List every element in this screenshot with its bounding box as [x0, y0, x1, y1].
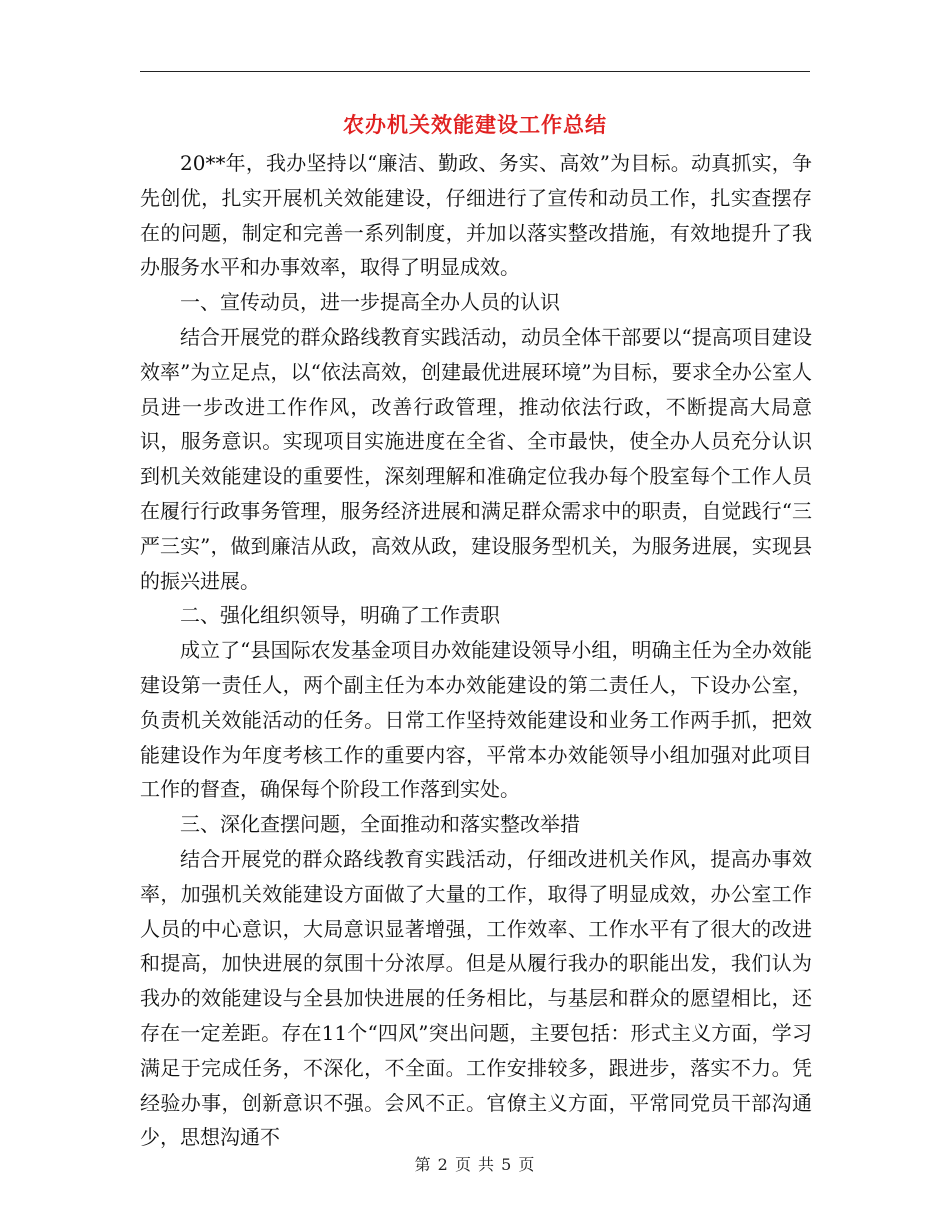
paragraph-intro: 20**年，我办坚持以“廉洁、勤政、务实、高效”为目标。动真抓实，争先创优，扎实开展机关效能建设，仔细进行了宣传和动员工作，扎实查摆存在的问题，制定和完善一系列制度，并加以落实整改措施，有效地提升了我办服务水平和办事效率，取得了明显成效。 — [140, 151, 812, 280]
section-heading-2: 二、强化组织领导，明确了工作责职 — [180, 603, 500, 628]
page-number-footer: 第 2 页 共 5 页 — [414, 1155, 536, 1174]
section-heading-1: 一、宣传动员，进一步提高全办人员的认识 — [180, 290, 560, 315]
paragraph-section-1: 结合开展党的群众路线教育实践活动，动员全体干部要以“提高项目建设效率”为立足点，以“依法高效，创建最优进展环境”为目标，要求全办公室人员进一步改进工作作风，改善行政管理，推动依法行政，不断提高大局意识，服务意识。实现项目实施进度在全省、全市最快，使全办人员充分认识到机关效能建设的重要性，深刻理解和准确定位我办每个股室每个工作人员在履行行政事务管理，服务经济进展和满足群众需求中的职责，自觉践行“三严三实”，做到廉洁从政，高效从政，建设服务型机关，为服务进展，实现县的振兴进展。 — [140, 324, 812, 593]
section-heading-3: 三、深化查摆问题，全面推动和落实整改举措 — [180, 812, 580, 837]
header-rule — [140, 71, 810, 72]
paragraph-section-2: 成立了“县国际农发基金项目办效能建设领导小组，明确主任为全办效能建设第一责任人，两个副主任为本办效能建设的第二责任人，下设办公室，负责机关效能活动的任务。日常工作坚持效能建设和业务工作两手抓，把效能建设作为年度考核工作的重要内容，平常本办效能领导小组加强对此项目工作的督查，确保每个阶段工作落到实处。 — [140, 638, 812, 802]
document-body — [140, 146, 812, 1155]
document-title: 农办机关效能建设工作总结 — [343, 112, 607, 137]
paragraph-section-3: 结合开展党的群众路线教育实践活动，仔细改进机关作风，提高办事效率，加强机关效能建设方面做了大量的工作，取得了明显成效，办公室工作人员的中心意识，大局意识显著增强，工作效率、工作水平有了很大的改进和提高，加快进展的氛围十分浓厚。但是从履行我办的职能出发，我们认为我办的效能建设与全县加快进展的任务相比，与基层和群众的愿望相比，还存在一定差距。存在11个“四风”突出问题，主要包括：形式主义方面，学习满足于完成任务，不深化，不全面。工作安排较多，跟进步，落实不力。凭经验办事，创新意识不强。会风不正。官僚主义方面，平常同党员干部沟通少，思想沟通不 — [140, 846, 812, 1150]
